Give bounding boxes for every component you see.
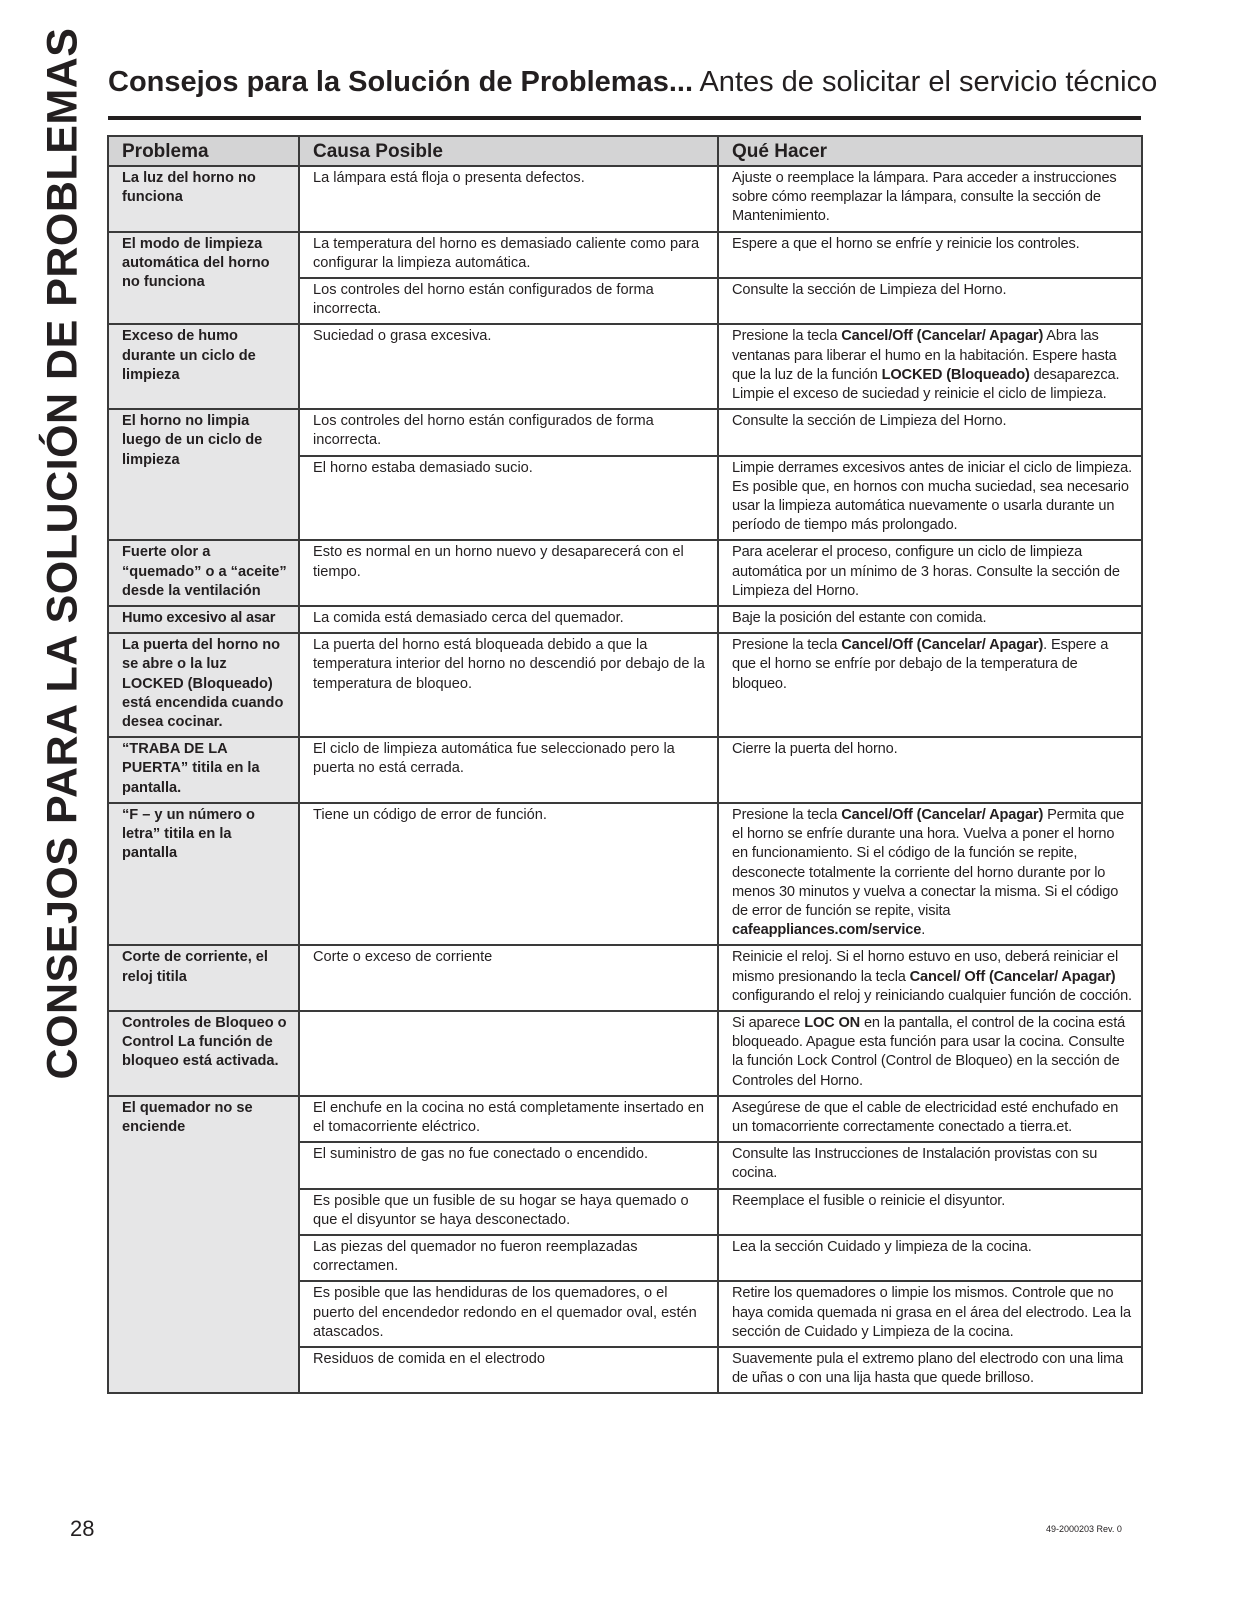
solution-text: Limpie derrames excesivos antes de iniciar el ciclo de limpieza. Es posible que, en hornos con mucha suciedad, sea necesario usar la limpieza automática nuevamente o usarla durante un período de tiempo más prolongado. (732, 459, 1133, 534)
solution-text: Reemplace el fusible o reinicie el disyuntor. (732, 1192, 1006, 1209)
solution-text: Espere a que el horno se enfríe y reinicie los controles. (732, 235, 1080, 252)
solution-text: Abra las ventanas para liberar el humo en la habitación. Espere hasta que la luz de la función (732, 328, 1117, 383)
cause-cell: Esto es normal en un horno nuevo y desaparecerá con el tiempo. (299, 540, 718, 606)
cause-cell: La puerta del horno está bloqueada debido a que la temperatura interior del horno no descendió por debajo de la temperatura de bloqueo. (299, 633, 718, 737)
solution-text: Consulte las Instrucciones de Instalación provistas con su cocina. (732, 1146, 1098, 1182)
solution-text: Presione la tecla (732, 806, 842, 823)
solution-cell (718, 1281, 1142, 1347)
cause-cell: Tiene un código de error de función. (299, 803, 718, 945)
solution-emphasis-text: Cancel/Off (Cancelar/ Apagar) (841, 806, 1044, 823)
cause-cell: El enchufe en la cocina no está completamente insertado en el tomacorriente eléctrico. (299, 1096, 718, 1142)
problem-cell: Exceso de humo durante un ciclo de limpieza (108, 324, 299, 409)
solution-cell (718, 1235, 1142, 1281)
table-row (108, 1096, 1142, 1142)
side-section-title-text: CONSEJOS PARA LA SOLUCIÓN DE PROBLEMAS (38, 27, 87, 1079)
problem-cell: Fuerte olor a “quemado” o a “aceite” desde la ventilación (108, 540, 299, 606)
solution-cell (718, 1347, 1142, 1393)
solution-cell (718, 803, 1142, 945)
solution-text: Asegúrese de que el cable de electricidad esté enchufado en un tomacorriente correctamente conectado a tierra.et. (732, 1099, 1119, 1135)
document-code: 49-2000203 Rev. 0 (1046, 1524, 1122, 1534)
problem-cell: El quemador no se enciende (108, 1096, 299, 1394)
page-title (108, 64, 1158, 100)
solution-text: Consulte la sección de Limpieza del Horno. (732, 282, 1007, 299)
solution-cell (718, 409, 1142, 455)
cause-cell: El suministro de gas no fue conectado o encendido. (299, 1142, 718, 1188)
solution-cell (718, 456, 1142, 541)
solution-text: Presione la tecla (732, 328, 842, 345)
table-row (108, 803, 1142, 945)
cause-cell: Corte o exceso de corriente (299, 945, 718, 1011)
cause-cell: La temperatura del horno es demasiado caliente como para configurar la limpieza automática. (299, 232, 718, 278)
table-body (108, 166, 1142, 1393)
cause-cell: El horno estaba demasiado sucio. (299, 456, 718, 541)
solution-cell (718, 737, 1142, 803)
solution-cell (718, 1011, 1142, 1096)
solution-cell (718, 945, 1142, 1011)
page-title-bold: Consejos para la Solución de Problemas... (108, 66, 693, 98)
problem-cell: Controles de Bloqueo o Control La función de bloqueo está activada. (108, 1011, 299, 1096)
header-problem: Problema (108, 136, 299, 166)
solution-text: Baje la posición del estante con comida. (732, 610, 987, 627)
solution-text: Cierre la puerta del horno. (732, 741, 898, 758)
solution-text: desaparezca. Limpie el exceso de suciedad y reinicie el ciclo de limpieza. (732, 366, 1120, 403)
solution-cell (718, 278, 1142, 324)
solution-cell (718, 606, 1142, 633)
table-row (108, 606, 1142, 633)
solution-emphasis-text: Cancel/Off (Cancelar/ Apagar) (841, 637, 1044, 654)
title-divider (108, 116, 1141, 120)
problem-cell: Corte de corriente, el reloj titila (108, 945, 299, 1011)
problem-cell: La luz del horno no funciona (108, 166, 299, 232)
page-title-subtitle: Antes de solicitar el servicio técnico (699, 66, 1158, 98)
solution-emphasis-text: Cancel/Off (Cancelar/ Apagar) (841, 328, 1044, 345)
solution-cell (718, 232, 1142, 278)
table-row (108, 737, 1142, 803)
side-section-title (28, 27, 98, 1079)
table-row (108, 540, 1142, 606)
solution-text: Presione la tecla (732, 637, 842, 654)
table-row (108, 232, 1142, 278)
solution-emphasis-text: LOCKED (Bloqueado) (881, 366, 1030, 383)
cause-cell: El ciclo de limpieza automática fue seleccionado pero la puerta no está cerrada. (299, 737, 718, 803)
cause-cell: Los controles del horno están configurados de forma incorrecta. (299, 278, 718, 324)
solution-text: en la pantalla, el control de la cocina está bloqueado. Apague esta función para usar la cocina. Consulte la función Lock Control (Control de Bloqueo) en la sección de Controles del Horno. (732, 1014, 1126, 1089)
solution-text: Ajuste o reemplace la lámpara. Para acceder a instrucciones sobre cómo reemplazar la lámpara, consulte la sección de Mantenimiento. (732, 170, 1117, 225)
table-row (108, 166, 1142, 232)
solution-text: Si aparece (732, 1014, 805, 1031)
header-solution: Qué Hacer (718, 136, 1142, 166)
cause-cell (299, 1011, 718, 1096)
solution-text: Para acelerar el proceso, configure un ciclo de limpieza automática por un mínimo de 3 horas. Consulte la sección de Limpieza del Horno. (732, 544, 1120, 599)
solution-cell (718, 324, 1142, 409)
solution-text: Consulte la sección de Limpieza del Horno. (732, 413, 1007, 430)
problem-cell: “F – y un número o letra” titila en la pantalla (108, 803, 299, 945)
table-row (108, 324, 1142, 409)
solution-emphasis-text: cafeappliances.com/service (732, 922, 922, 939)
solution-text: . Espere a que el horno se enfríe por debajo de la temperatura de bloqueo. (732, 637, 1109, 692)
cause-cell: Los controles del horno están configurados de forma incorrecta. (299, 409, 718, 455)
cause-cell: La comida está demasiado cerca del quemador. (299, 606, 718, 633)
solution-text: configurando el reloj y reiniciando cualquier función de cocción. (732, 987, 1132, 1004)
solution-cell (718, 1189, 1142, 1235)
problem-cell: “TRABA DE LA PUERTA” titila en la pantalla. (108, 737, 299, 803)
solution-text: Lea la sección Cuidado y limpieza de la cocina. (732, 1238, 1032, 1255)
cause-cell: Es posible que las hendiduras de los quemadores, o el puerto del encendedor redondo en el quemador oval, estén atascados. (299, 1281, 718, 1347)
table-header-row (108, 136, 1142, 166)
problem-cell: Humo excesivo al asar (108, 606, 299, 633)
page-number: 28 (70, 1516, 95, 1541)
troubleshooting-table (107, 135, 1143, 1394)
solution-text: Reinicie el reloj. Si el horno estuvo en uso, deberá reiniciar el mismo presionando la tecla (732, 949, 1119, 985)
table-row (108, 633, 1142, 737)
table-row (108, 1011, 1142, 1096)
solution-cell (718, 540, 1142, 606)
cause-cell: Suciedad o grasa excesiva. (299, 324, 718, 409)
solution-text: Suavemente pula el extremo plano del electrodo con una lima de uñas o con una lija hasta que quede brilloso. (732, 1350, 1124, 1387)
cause-cell: Residuos de comida en el electrodo (299, 1347, 718, 1393)
problem-cell: La puerta del horno no se abre o la luz LOCKED (Bloqueado) está encendida cuando desea cocinar. (108, 633, 299, 737)
table-row (108, 945, 1142, 1011)
table-row (108, 409, 1142, 455)
solution-text: Retire los quemadores o limpie los mismos. Controle que no haya comida quemada ni grasa en el área del electrodo. Lea la sección de Cuidado y Limpieza de la cocina. (732, 1285, 1131, 1340)
problem-cell: El modo de limpieza automática del horno no funciona (108, 232, 299, 325)
solution-emphasis-text: LOC ON (804, 1014, 861, 1031)
solution-cell (718, 633, 1142, 737)
solution-text: . (921, 922, 926, 939)
cause-cell: Las piezas del quemador no fueron reemplazadas correctamen. (299, 1235, 718, 1281)
solution-emphasis-text: Cancel/ Off (Cancelar/ Apagar) (909, 968, 1116, 985)
problem-cell: El horno no limpia luego de un ciclo de limpieza (108, 409, 299, 540)
cause-cell: Es posible que un fusible de su hogar se haya quemado o que el disyuntor se haya desconectado. (299, 1189, 718, 1235)
cause-cell: La lámpara está floja o presenta defectos. (299, 166, 718, 232)
solution-cell (718, 1096, 1142, 1142)
header-cause: Causa Posible (299, 136, 718, 166)
solution-cell (718, 1142, 1142, 1188)
solution-cell (718, 166, 1142, 232)
solution-text: Permita que el horno se enfríe durante una hora. Vuelva a poner el horno en funcionamiento. Si el código de la función se repite, desconecte totalmente la corriente del horno durante por lo menos 30 minutos y vuelva a conectar la misma. Si el código de error de función se repite, visita (732, 806, 1125, 919)
